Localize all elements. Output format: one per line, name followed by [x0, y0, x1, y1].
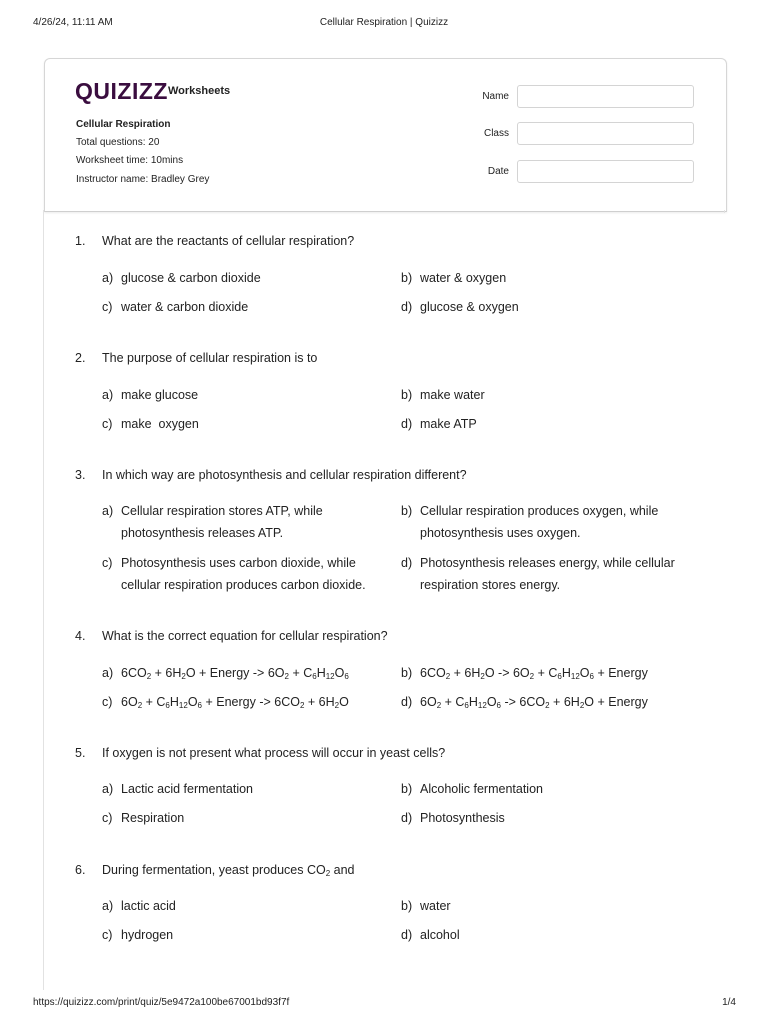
- option-d: d) Photosynthesis releases energy, while cellular respiration stores energy.: [401, 556, 675, 592]
- print-url: https://quizizz.com/print/quiz/5e9472a100be67001bd93f7f: [33, 997, 290, 1008]
- option-b: b) make water: [401, 388, 485, 402]
- name-field[interactable]: [517, 85, 694, 108]
- date-label: Date: [487, 166, 509, 177]
- option-a: a) glucose & carbon dioxide: [102, 271, 261, 285]
- question-text: The purpose of cellular respiration is to: [102, 351, 318, 365]
- name-label: Name: [482, 91, 509, 102]
- option-c: c) water & carbon dioxide: [102, 300, 249, 314]
- quizizz-logo: QUIZIZZ: [75, 78, 168, 104]
- option-b: b) $6CO_2 + 6H_2O -> 6O_2 + C_6H_{12}O_6$ + Energy: [401, 666, 648, 681]
- option-c: c) Respiration: [102, 811, 185, 825]
- option-a: a) Lactic acid fermentation: [102, 782, 254, 796]
- option-d: d) make ATP: [401, 417, 477, 431]
- class-label: Class: [483, 128, 509, 139]
- option-a: a) Cellular respiration stores ATP, while photosynthesis releases ATP.: [102, 504, 323, 540]
- left-rule: [43, 210, 44, 990]
- question-number: 6.: [75, 863, 86, 877]
- option-c: c) hydrogen: [102, 928, 174, 942]
- option-a: a) $6CO_2 + 6H_2O$ + Energy -> $6O_2 + C_6H_{12}O_6$: [102, 666, 349, 681]
- option-c: c) make oxygen: [102, 417, 199, 431]
- right-rule: [724, 210, 725, 213]
- option-d: d) glucose & oxygen: [401, 300, 519, 314]
- option-b: b) water: [401, 899, 451, 913]
- logo-subtitle: Worksheets: [168, 85, 231, 97]
- question-text: What are the reactants of cellular respiration?: [102, 234, 355, 248]
- option-b: b) Cellular respiration produces oxygen, while photosynthesis uses oxygen.: [401, 504, 659, 540]
- option-c: c) $6O_2 + C_6H_{12}O_6$ + Energy -> $6CO_2 + 6H_2O$: [102, 695, 349, 710]
- question-text: If oxygen is not present what process will occur in yeast cells?: [102, 746, 446, 760]
- option-b: b) Alcoholic fermentation: [401, 782, 543, 796]
- worksheet-time: Worksheet time: 10mins: [76, 155, 184, 166]
- print-datetime: 4/26/24, 11:11 AM: [33, 17, 113, 28]
- instructor-name: Instructor name: Bradley Grey: [76, 174, 210, 185]
- question-number: 1.: [75, 234, 86, 248]
- print-page-title: Cellular Respiration | Quizizz: [319, 17, 449, 28]
- option-b: b) water & oxygen: [401, 271, 507, 285]
- question-text: In which way are photosynthesis and cellular respiration different?: [102, 468, 467, 482]
- question-number: 5.: [75, 746, 86, 760]
- print-page-number: 1/4: [722, 997, 736, 1008]
- date-field[interactable]: [517, 160, 694, 183]
- option-d: d) alcohol: [401, 928, 460, 942]
- question-number: 2.: [75, 351, 86, 365]
- question-number: 3.: [75, 468, 86, 482]
- question-text: What is the correct equation for cellular respiration?: [102, 629, 388, 643]
- option-a: a) lactic acid: [102, 899, 176, 913]
- worksheet-title: Cellular Respiration: [76, 119, 171, 130]
- total-questions: Total questions: 20: [76, 137, 160, 148]
- class-field[interactable]: [517, 122, 694, 145]
- option-d: d) $6O_2 + C_6H_{12}O_6 -> 6CO_2 + 6H_2O$ + Energy: [401, 695, 648, 710]
- question-number: 4.: [75, 629, 86, 643]
- question-text: During fermentation, yeast produces $CO_2$ and: [102, 863, 355, 878]
- option-a: a) make glucose: [102, 388, 199, 402]
- option-c: c) Photosynthesis uses carbon dioxide, while cellular respiration produces carbon dioxide.: [102, 556, 366, 592]
- option-d: d) Photosynthesis: [401, 811, 505, 825]
